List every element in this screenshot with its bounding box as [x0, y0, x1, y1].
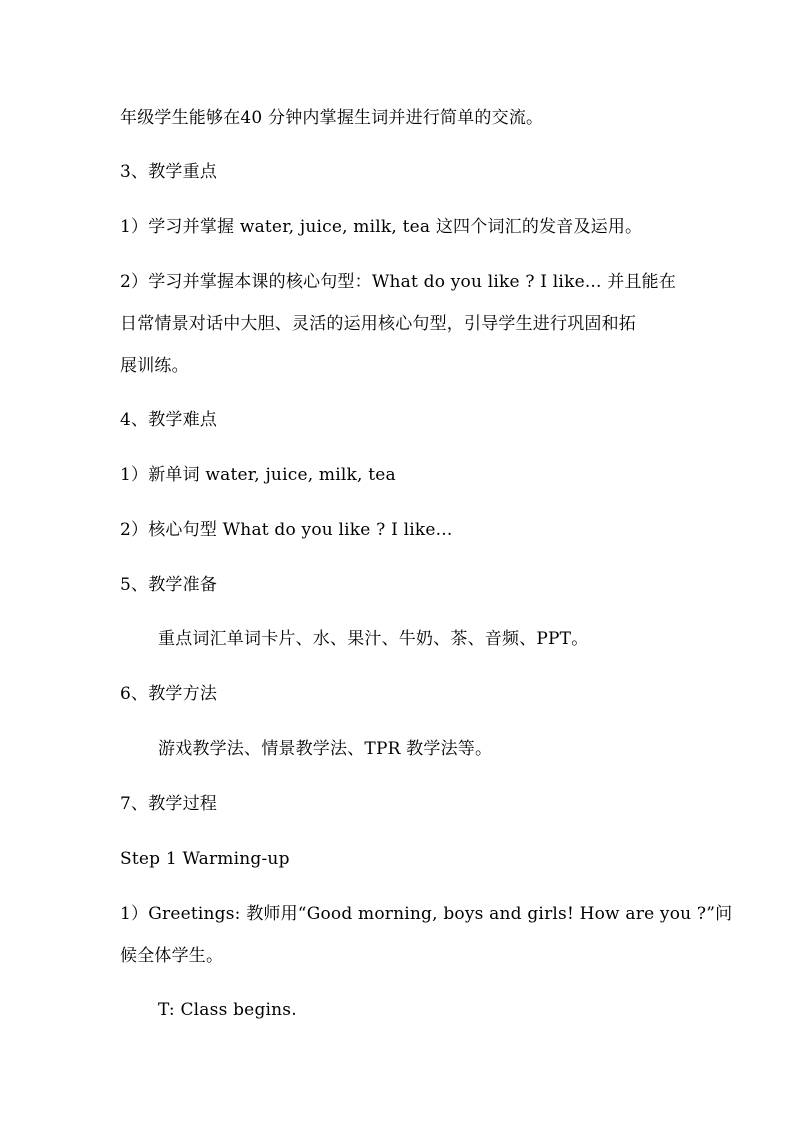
- focus-item-1: 1）学习并掌握 water, juice, milk, tea 这四个词汇的发音及运用。: [120, 217, 643, 237]
- difficulty-item-1: 1）新单词 water, juice, milk, tea: [120, 465, 396, 485]
- heading-teaching-preparation: 5、教学准备: [120, 575, 218, 595]
- heading-teaching-difficulty: 4、教学难点: [120, 410, 218, 430]
- focus-item-2-continuation: 日常情景对话中大胆、灵活的运用核心句型，引导学生进行巩固和拓: [120, 314, 636, 334]
- paragraph-objective-continuation: 年级学生能够在40 分钟内掌握生词并进行简单的交流。: [120, 108, 544, 128]
- focus-item-2-end: 展训练。: [120, 356, 189, 376]
- focus-item-2: 2）学习并掌握本课的核心句型：What do you like ? I like... 并且能在: [120, 272, 677, 292]
- heading-teaching-process: 7、教学过程: [120, 794, 218, 814]
- step-1-title: Step 1 Warming-up: [120, 849, 290, 869]
- heading-teaching-method: 6、教学方法: [120, 684, 218, 704]
- difficulty-item-2: 2）核心句型 What do you like ? I like...: [120, 520, 453, 540]
- heading-teaching-focus: 3、教学重点: [120, 162, 218, 182]
- greetings-item-continuation: 候全体学生。: [120, 946, 224, 966]
- teacher-line: T: Class begins.: [158, 1000, 297, 1020]
- method-text: 游戏教学法、情景教学法、TPR 教学法等。: [158, 739, 493, 759]
- greetings-item: 1）Greetings: 教师用“Good morning, boys and girls! How are you ?”问: [120, 904, 733, 924]
- preparation-text: 重点词汇单词卡片、水、果汁、牛奶、茶、音频、PPT。: [158, 629, 589, 649]
